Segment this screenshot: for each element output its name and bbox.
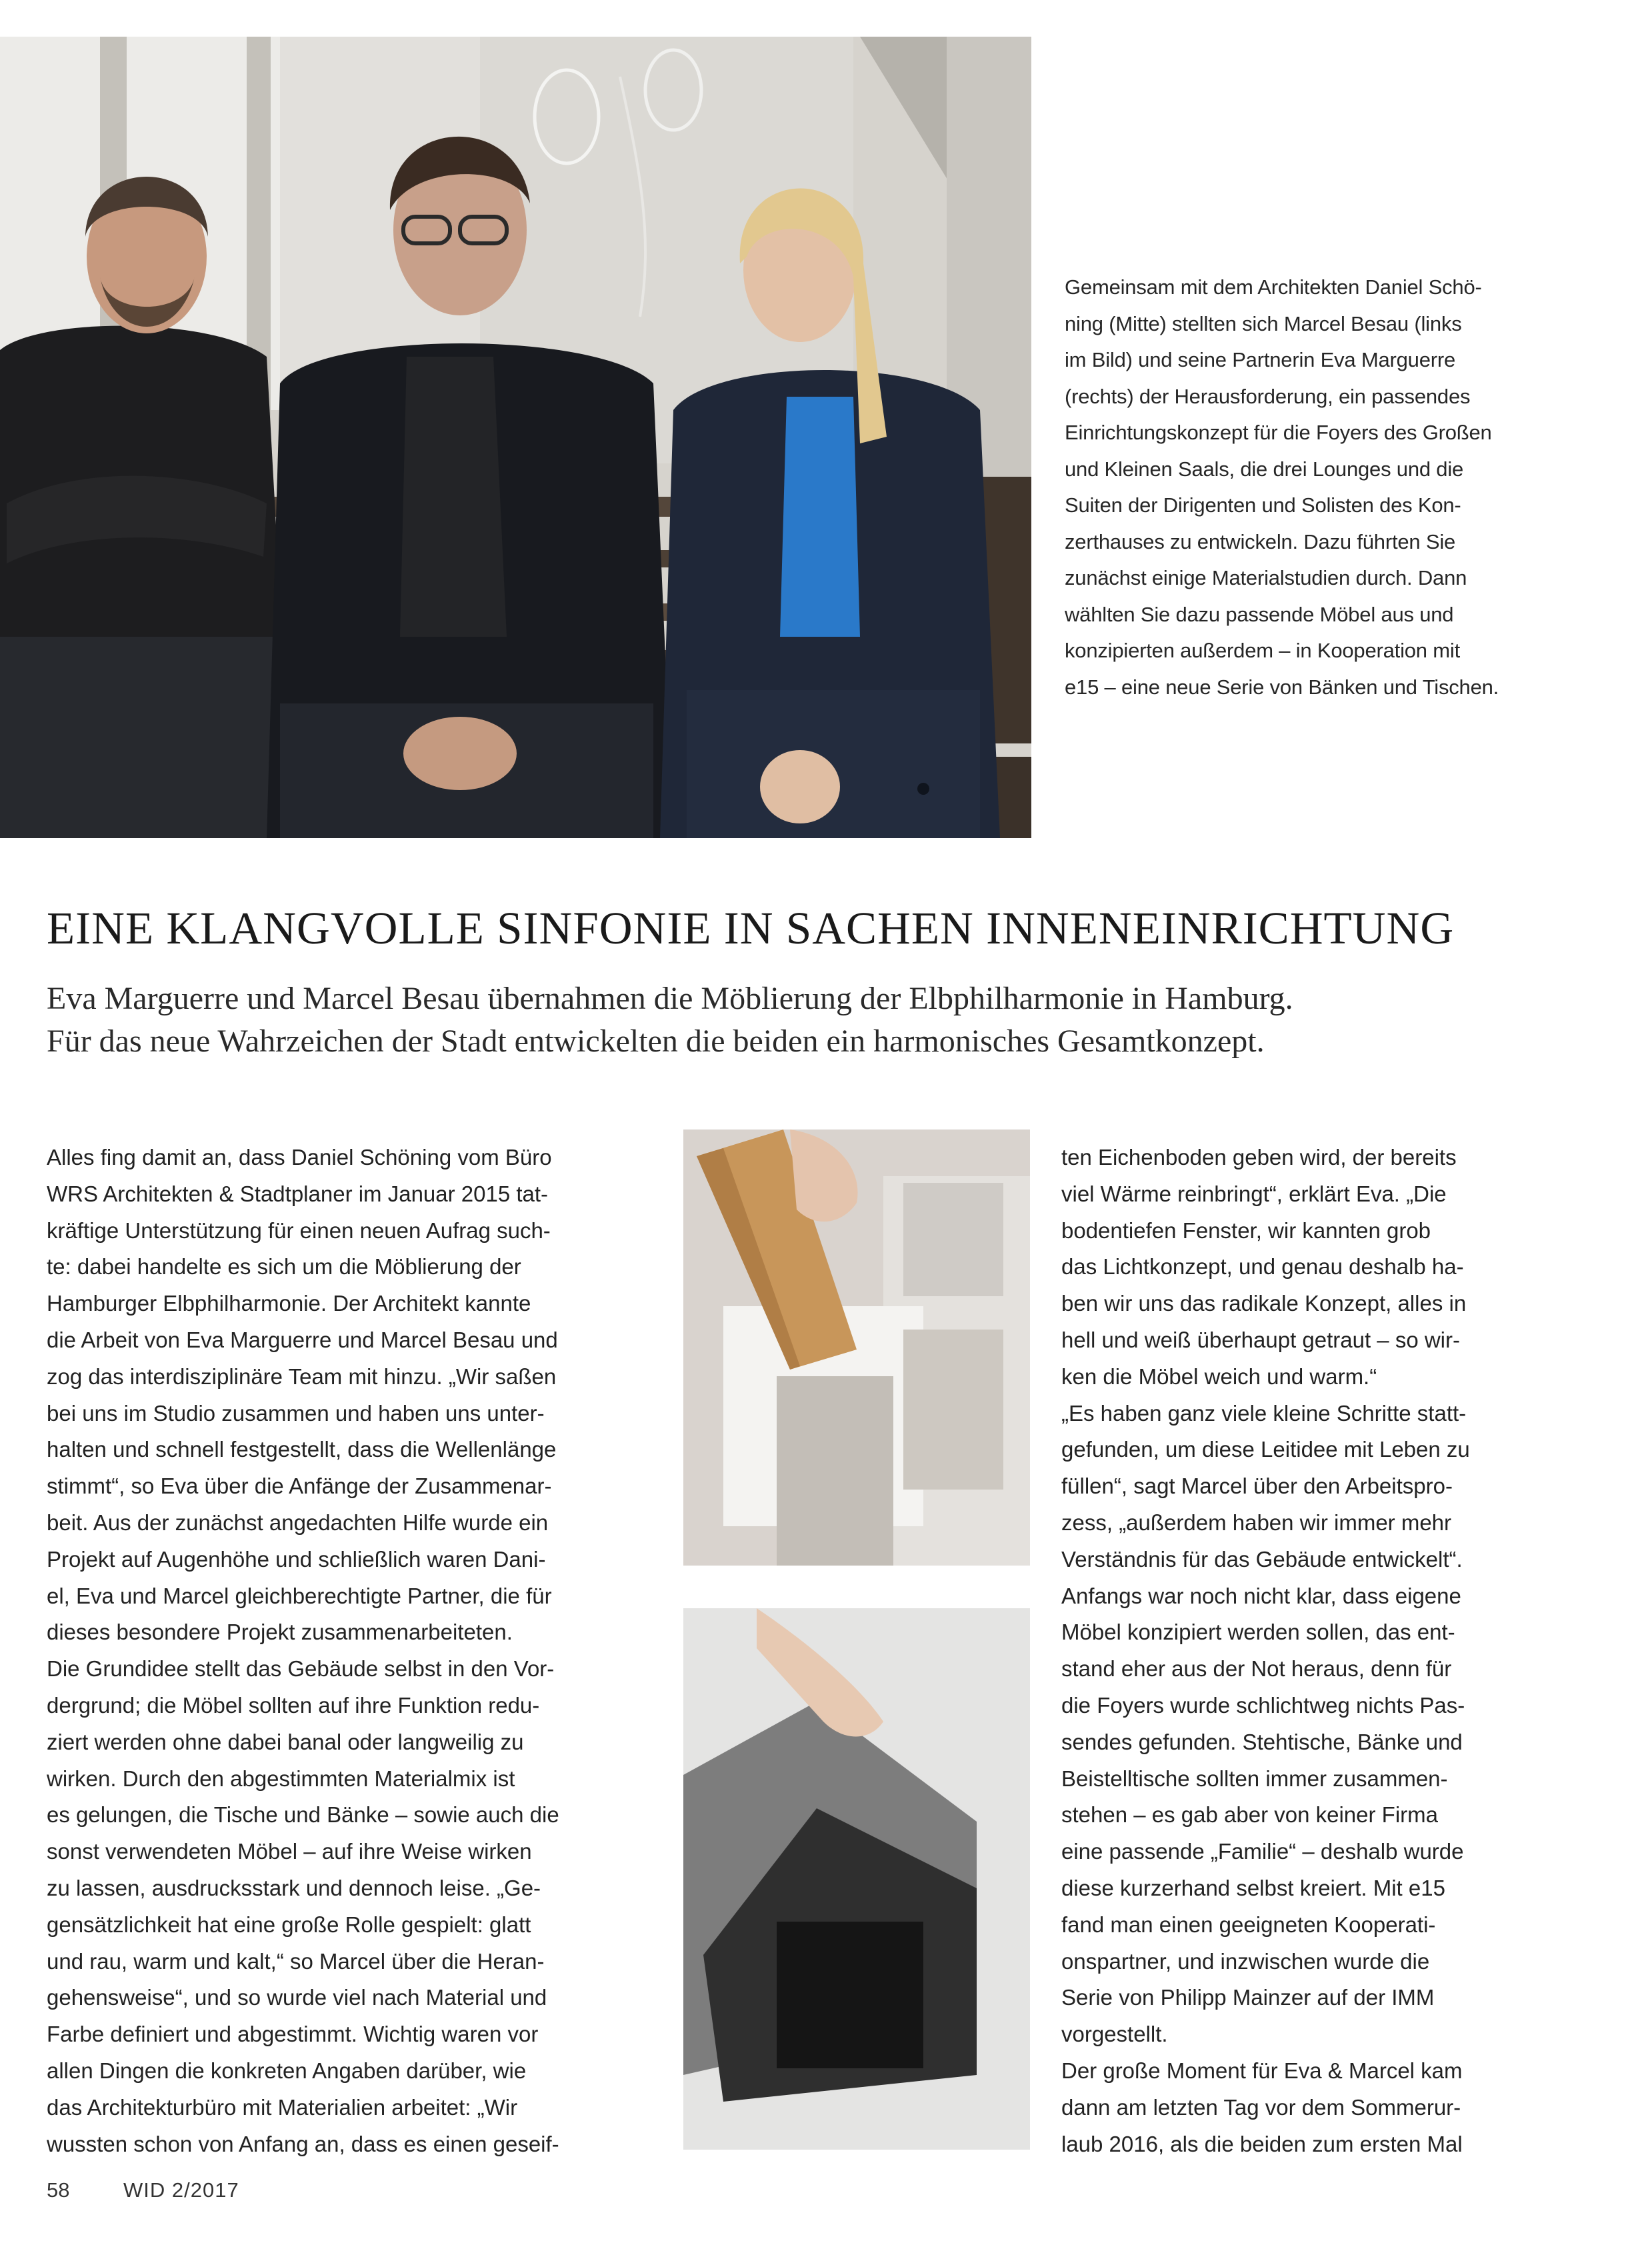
body-line: das Lichtkonzept, und genau deshalb ha- (1061, 1254, 1464, 1280)
caption-line: e15 – eine neue Serie von Bänken und Tischen. (1065, 675, 1499, 699)
body-line: Beistelltische sollten immer zusammen- (1061, 1766, 1448, 1791)
article-column-left (47, 1140, 650, 2162)
body-line: stehen – es gab aber von keiner Firma (1061, 1802, 1438, 1828)
caption-line: Einrichtungskonzept für die Foyers des Großen (1065, 421, 1492, 444)
body-line: onspartner, und inzwischen wurde die (1061, 1948, 1430, 1974)
body-line: WRS Architekten & Stadtplaner im Januar 2015 tat- (47, 1181, 549, 1206)
body-line: hell und weiß überhaupt getraut – so wir- (1061, 1327, 1460, 1352)
body-line: füllen“, sagt Marcel über den Arbeitspro- (1061, 1474, 1453, 1499)
hero-photo (0, 37, 1031, 838)
caption-line: (rechts) der Herausforderung, ein passendes (1065, 384, 1471, 408)
hero-photo-illustration (0, 37, 1031, 838)
body-line: dann am letzten Tag vor dem Sommerur- (1061, 2094, 1461, 2120)
caption-line: zerthauses zu entwickeln. Dazu führten Sie (1065, 529, 1456, 553)
issue-label: WID 2/2017 (123, 2178, 239, 2202)
article-subtitle (47, 977, 1607, 1063)
body-line: Serie von Philipp Mainzer auf der IMM (1061, 1985, 1435, 2010)
body-line: Hamburger Elbphilharmonie. Der Architekt kannte (47, 1291, 531, 1316)
caption-line: wählten Sie dazu passende Möbel aus und (1065, 602, 1454, 626)
caption-line: ning (Mitte) stellten sich Marcel Besau (links (1065, 311, 1462, 335)
body-line: dieses besondere Projekt zusammenarbeiteten. (47, 1620, 513, 1645)
body-line: ken die Möbel weich und warm.“ (1061, 1364, 1377, 1389)
body-line: ben wir uns das radikale Konzept, alles in (1061, 1291, 1467, 1316)
body-line: wussten schon von Anfang an, dass es einen geseif- (47, 2131, 559, 2156)
body-line: zog das interdisziplinäre Team mit hinzu. „Wir saßen (47, 1364, 557, 1389)
body-line: Der große Moment für Eva & Marcel kam (1061, 2058, 1463, 2083)
body-line: laub 2016, als die beiden zum ersten Mal (1061, 2131, 1463, 2156)
subtitle-line: Eva Marguerre und Marcel Besau übernahmen die Möblierung der Elbphilharmonie in Hamburg. (47, 981, 1293, 1016)
caption-line: und Kleinen Saals, die drei Lounges und die (1065, 457, 1464, 481)
body-line: gehensweise“, und so wurde viel nach Material und (47, 1985, 547, 2010)
body-line: diese kurzerhand selbst kreiert. Mit e15 (1061, 1875, 1445, 1900)
article-title: EINE KLANGVOLLE SINFONIE IN SACHEN INNENEINRICHTUNG (47, 903, 1455, 953)
material-samples-photo (683, 1130, 1030, 1566)
body-line: vorgestellt. (1061, 2022, 1168, 2047)
body-line: zu lassen, ausdrucksstark und dennoch leise. „Ge- (47, 1875, 541, 1900)
body-line: dergrund; die Möbel sollten auf ihre Funktion redu- (47, 1692, 540, 1718)
body-line: die Foyers wurde schlichtweg nichts Pas- (1061, 1692, 1465, 1718)
body-line: te: dabei handelte es sich um die Möblierung der (47, 1254, 521, 1280)
body-line: viel Wärme reinbringt“, erklärt Eva. „Die (1061, 1181, 1447, 1206)
caption-line: zunächst einige Materialstudien durch. Dann (1065, 566, 1467, 589)
body-line: ten Eichenboden geben wird, der bereits (1061, 1145, 1457, 1170)
body-line: ziert werden ohne dabei banal oder langweilig zu (47, 1729, 524, 1754)
material-samples-illustration (683, 1130, 1030, 1566)
body-line: Möbel konzipiert werden sollen, das ent- (1061, 1620, 1455, 1645)
body-line: das Architekturbüro mit Materialien arbeitet: „Wir (47, 2094, 518, 2120)
body-line: zess, „außerdem haben wir immer mehr (1061, 1510, 1452, 1535)
glass-panels-photo (683, 1608, 1030, 2150)
body-line: fand man einen geeigneten Kooperati- (1061, 1912, 1436, 1937)
body-line: die Arbeit von Eva Marguerre und Marcel Besau und (47, 1327, 558, 1352)
body-line: wirken. Durch den abgestimmten Materialmix ist (47, 1766, 515, 1791)
caption-line: Suiten der Dirigenten und Solisten des Kon- (1065, 493, 1461, 517)
body-line: gefunden, um diese Leitidee mit Leben zu (1061, 1437, 1470, 1462)
body-line: halten und schnell festgestellt, dass die Wellenlänge (47, 1437, 557, 1462)
body-line: und rau, warm und kalt,“ so Marcel über die Heran- (47, 1948, 545, 1974)
article-column-right (1061, 1140, 1549, 2162)
body-line: bodentiefen Fenster, wir kannten grob (1061, 1218, 1431, 1243)
body-line: el, Eva und Marcel gleichberechtigte Partner, die für (47, 1583, 552, 1608)
body-line: sendes gefunden. Stehtische, Bänke und (1061, 1729, 1463, 1754)
photo-caption (1065, 269, 1545, 705)
page-number: 58 (47, 2178, 70, 2202)
body-line: Alles fing damit an, dass Daniel Schöning vom Büro (47, 1145, 552, 1170)
body-line: beit. Aus der zunächst angedachten Hilfe wurde ein (47, 1510, 549, 1535)
body-line: bei uns im Studio zusammen und haben uns unter- (47, 1400, 545, 1426)
subtitle-line: Für das neue Wahrzeichen der Stadt entwickelten die beiden ein harmonisches Gesamtkonzept. (47, 1023, 1265, 1059)
caption-line: Gemeinsam mit dem Architekten Daniel Schö- (1065, 275, 1482, 299)
body-line: „Es haben ganz viele kleine Schritte statt- (1061, 1400, 1467, 1426)
body-line: es gelungen, die Tische und Bänke – sowie auch die (47, 1802, 559, 1828)
body-line: gensätzlichkeit hat eine große Rolle gespielt: glatt (47, 1912, 531, 1937)
body-line: Farbe definiert und abgestimmt. Wichtig waren vor (47, 2022, 539, 2047)
body-line: eine passende „Familie“ – deshalb wurde (1061, 1839, 1464, 1864)
glass-panels-illustration (683, 1608, 1030, 2150)
body-line: sonst verwendeten Möbel – auf ihre Weise wirken (47, 1839, 532, 1864)
body-line: Projekt auf Augenhöhe und schließlich waren Dani- (47, 1546, 546, 1572)
caption-line: konzipierten außerdem – in Kooperation mit (1065, 639, 1460, 662)
body-line: Anfangs war noch nicht klar, dass eigene (1061, 1583, 1461, 1608)
body-line: Die Grundidee stellt das Gebäude selbst in den Vor- (47, 1656, 555, 1682)
body-line: allen Dingen die konkreten Angaben darüber, wie (47, 2058, 527, 2083)
body-line: Verständnis für das Gebäude entwickelt“. (1061, 1546, 1463, 1572)
body-line: stimmt“, so Eva über die Anfänge der Zusammenar- (47, 1474, 552, 1499)
body-line: kräftige Unterstützung für einen neuen Aufrag such- (47, 1218, 551, 1243)
body-line: stand eher aus der Not heraus, denn für (1061, 1656, 1452, 1682)
caption-line: im Bild) und seine Partnerin Eva Marguerre (1065, 348, 1456, 371)
